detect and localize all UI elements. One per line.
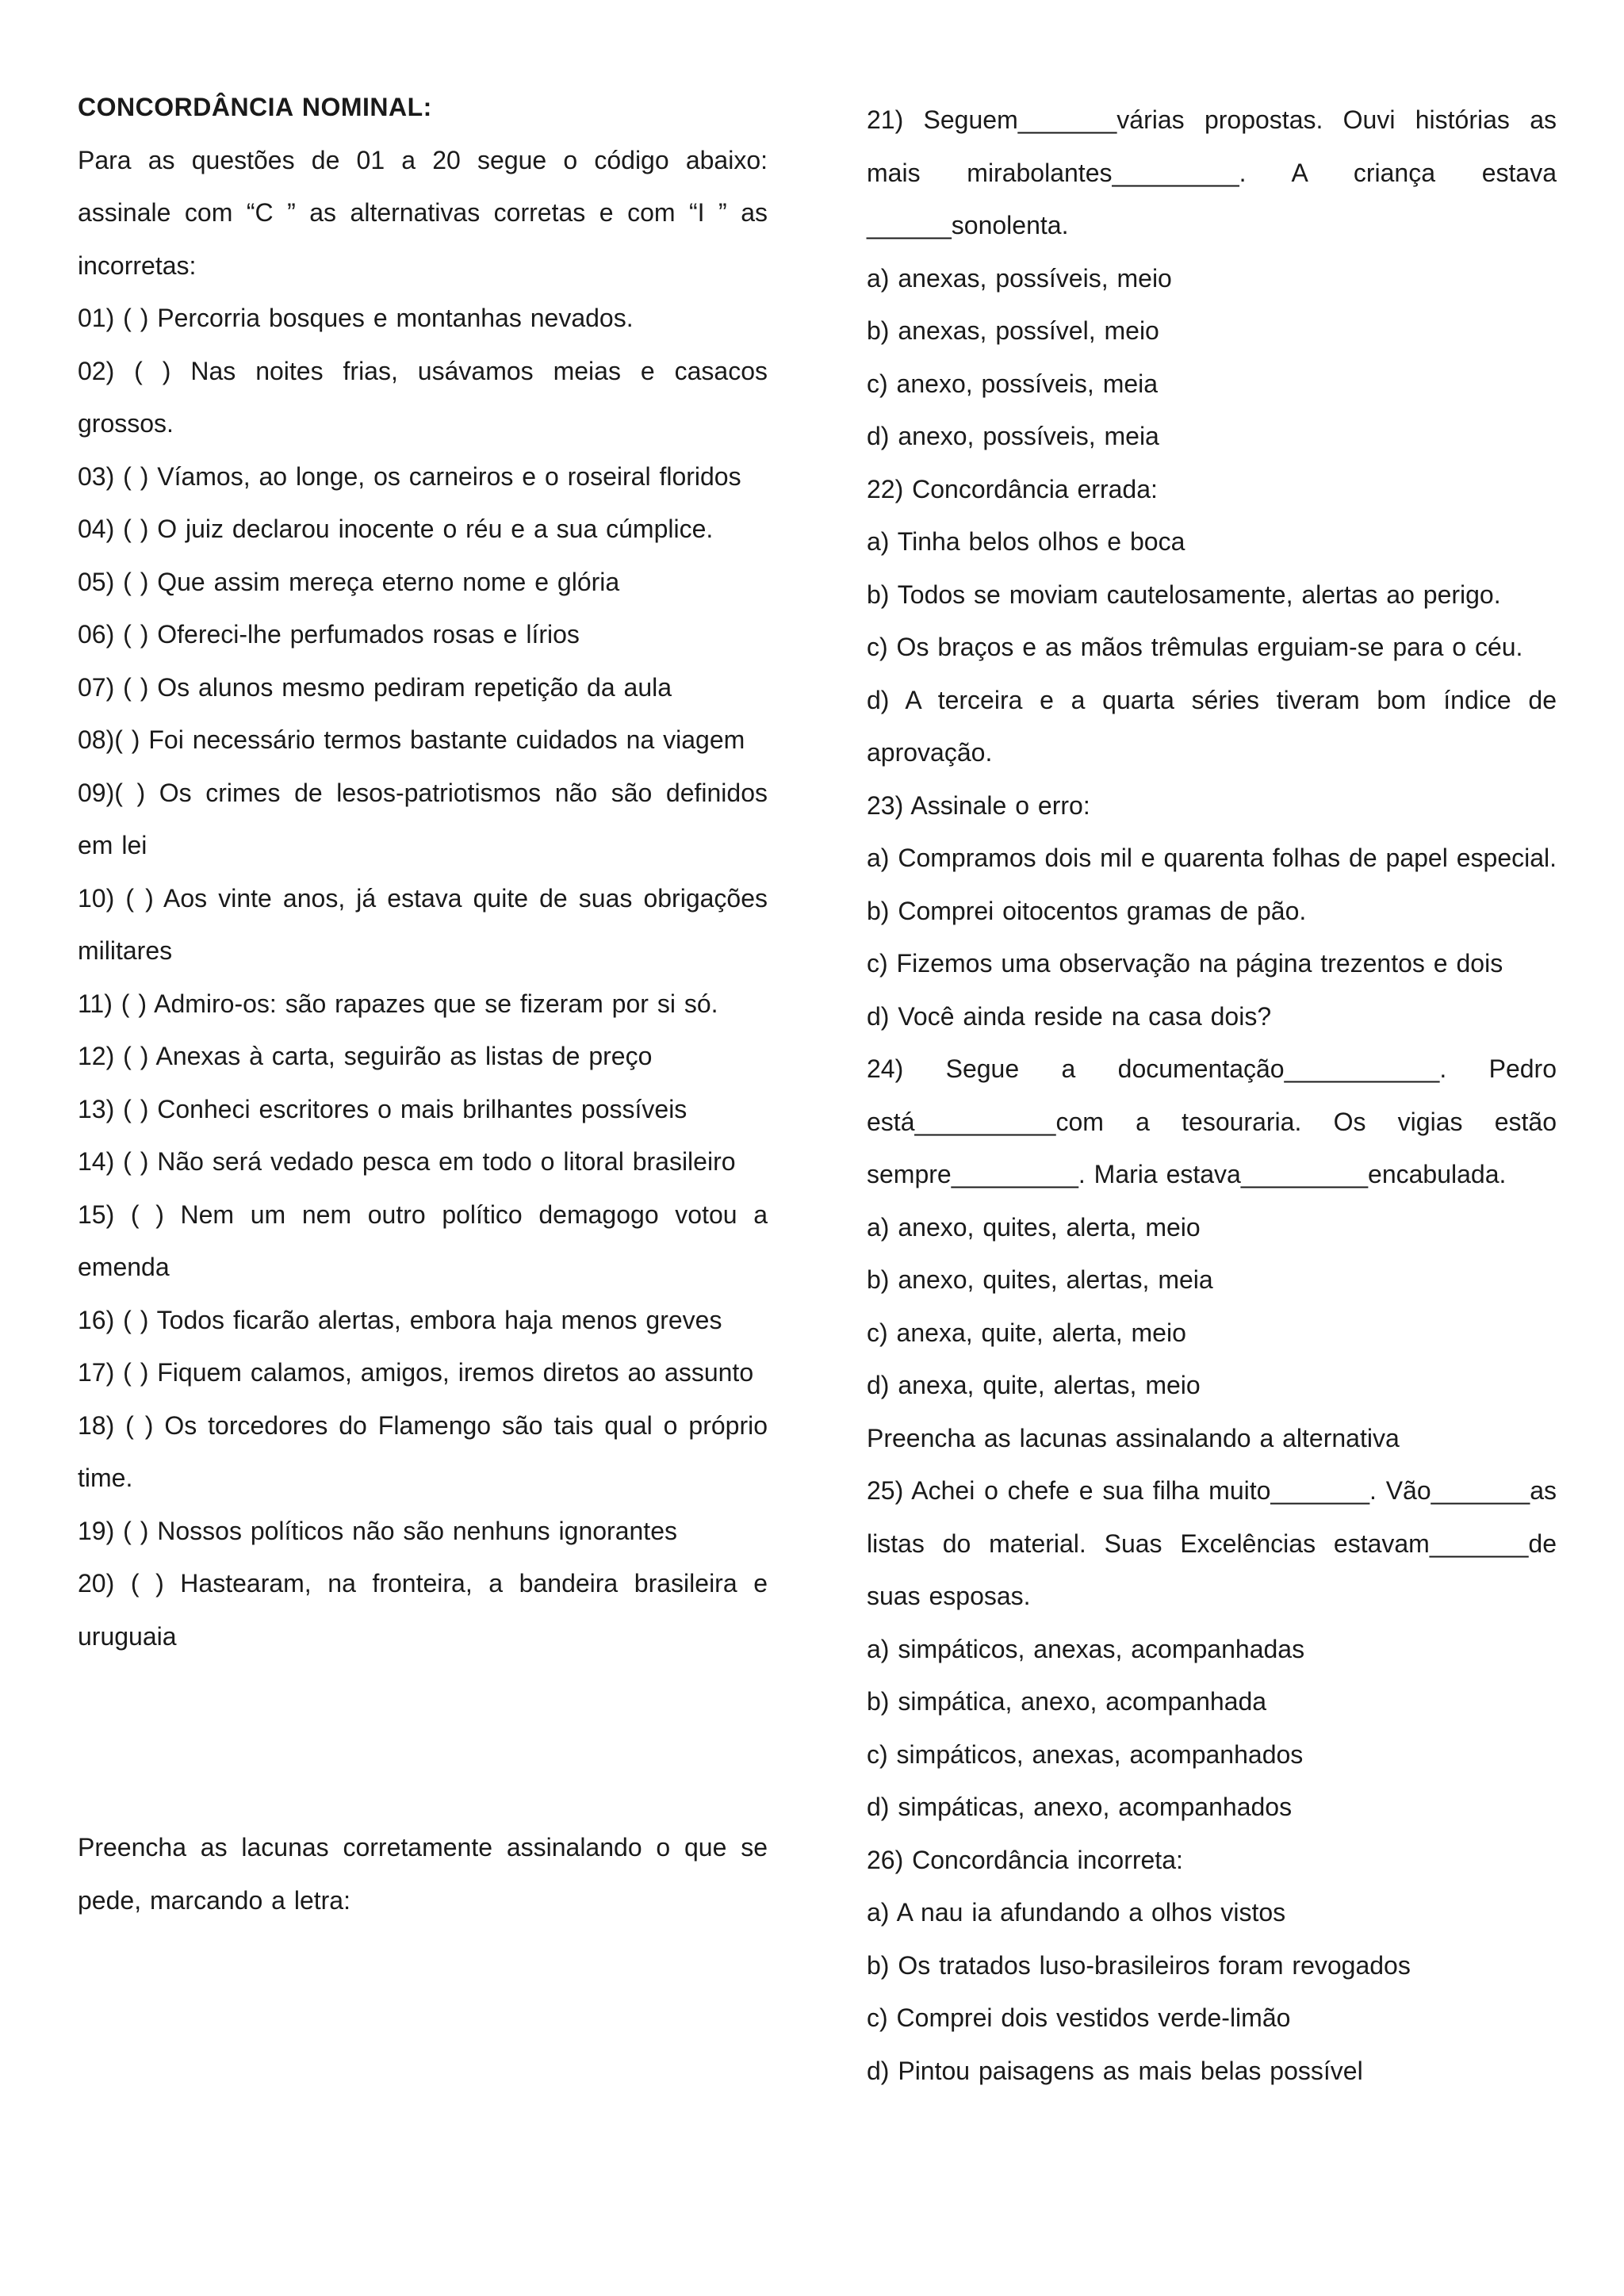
answer-option: a) anexo, quites, alerta, meio [867,1212,1201,1242]
answer-option: a) A nau ia afundando a olhos vistos [867,1898,1286,1927]
question-item: 01) ( ) Percorria bosques e montanhas nevados. [78,304,634,332]
answer-option: c) Comprei dois vestidos verde-limão [867,2003,1291,2032]
answer-option: a) anexas, possíveis, meio [867,263,1172,293]
page-title: CONCORDÂNCIA NOMINAL: [78,93,432,121]
section-instructions: Preencha as lacunas assinalando a alternativa [867,1423,1400,1452]
question-item: 19) ( ) Nossos políticos não são nenhuns ignorantes [78,1516,677,1545]
question-item: 26) Concordância incorreta: [867,1845,1183,1874]
right-column [867,94,1557,2097]
question-item: 07) ( ) Os alunos mesmo pediram repetição da aula [78,672,672,702]
answer-option: a) Tinha belos olhos e boca [867,527,1185,556]
question-item: 16) ( ) Todos ficarão alertas, embora haja menos greves [78,1305,722,1334]
answer-option: d) anexo, possíveis, meia [867,422,1159,450]
answer-option: d) anexa, quite, alertas, meio [867,1371,1201,1399]
question-item: 15) ( ) Nem um nem outro político demagogo votou a emenda [78,1200,768,1281]
answer-option: b) Todos se moviam cautelosamente, alertas ao perigo. [867,580,1501,609]
question-item: 03) ( ) Víamos, ao longe, os carneiros e o roseiral floridos [78,461,741,491]
question-item: 23) Assinale o erro: [867,790,1090,820]
question-item: 11) ( ) Admiro-os: são rapazes que se fizeram por si só. [78,989,718,1018]
answer-option: a) simpáticos, anexas, acompanhadas [867,1634,1305,1663]
fill-instructions: Preencha as lacunas corretamente assinalando o que se pede, marcando a letra: [78,1833,768,1915]
question-item: 04) ( ) O juiz declarou inocente o réu e a sua cúmplice. [78,515,714,543]
question-item: 10) ( ) Aos vinte anos, já estava quite de suas obrigações militares [78,883,768,965]
question-item: 13) ( ) Conheci escritores o mais brilhantes possíveis [78,1094,688,1123]
answer-option: d) Pintou paisagens as mais belas possível [867,2056,1363,2085]
left-column [78,81,768,1927]
answer-option: b) Comprei oitocentos gramas de pão. [867,896,1307,925]
spacer [78,1663,768,1821]
answer-option: c) anexo, possíveis, meia [867,369,1159,398]
question-list-left [78,292,768,1663]
answer-option: a) Compramos dois mil e quarenta folhas de papel especial. [867,844,1557,872]
answer-option: d) Você ainda reside na casa dois? [867,1001,1272,1031]
answer-option: b) anexas, possível, meio [867,316,1159,345]
question-item: 05) ( ) Que assim mereça eterno nome e glória [78,567,620,596]
question-item: 18) ( ) Os torcedores do Flamengo são tais qual o próprio time. [78,1410,768,1492]
question-item: 12) ( ) Anexas à carta, seguirão as listas de preço [78,1042,653,1070]
answer-option: c) Fizemos uma observação na página trezentos e dois [867,949,1503,978]
question-item: 20) ( ) Hastearam, na fronteira, a bandeira brasileira e uruguaia [78,1569,768,1651]
question-item: 02) ( ) Nas noites frias, usávamos meias e casacos grossos. [78,356,768,438]
question-item: 06) ( ) Ofereci-lhe perfumados rosas e lírios [78,620,580,649]
question-item: 09)( ) Os crimes de lesos-patriotismos não são definidos em lei [78,778,768,859]
question-item: 25) Achei o chefe e sua filha muito_______. Vão_______as listas do material. Suas Excelências estavam_______de suas esposas. [867,1476,1557,1610]
question-item: 08)( ) Foi necessário termos bastante cuidados na viagem [78,725,745,754]
question-item: 22) Concordância errada: [867,474,1158,503]
answer-option: d) A terceira e a quarta séries tiveram bom índice de aprovação. [867,685,1557,767]
question-item: 21) Seguem_______várias propostas. Ouvi histórias as mais mirabolantes_________. A criança estava ______sonolenta. [867,105,1557,239]
answer-option: c) Os braços e as mãos trêmulas erguiam-se para o céu. [867,633,1523,661]
answer-option: b) Os tratados luso-brasileiros foram revogados [867,1950,1411,1980]
question-item: 17) ( ) Fiquem calamos, amigos, iremos diretos ao assunto [78,1358,754,1387]
instructions-text: Para as questões de 01 a 20 segue o código abaixo: assinale com “C ” as alternativas corretas e com “I ” as incorretas: [78,145,768,280]
answer-option: d) simpáticas, anexo, acompanhados [867,1793,1293,1821]
question-item: 14) ( ) Não será vedado pesca em todo o litoral brasileiro [78,1147,736,1176]
answer-option: b) simpática, anexo, acompanhada [867,1687,1267,1716]
question-item: 24) Segue a documentação___________. Pedro está__________com a tesouraria. Os vigias estão sempre_________. Maria estava_________encabulada. [867,1054,1557,1188]
answer-option: c) simpáticos, anexas, acompanhados [867,1739,1304,1769]
answer-option: b) anexo, quites, alertas, meia [867,1265,1213,1294]
answer-option: c) anexa, quite, alerta, meio [867,1318,1186,1347]
